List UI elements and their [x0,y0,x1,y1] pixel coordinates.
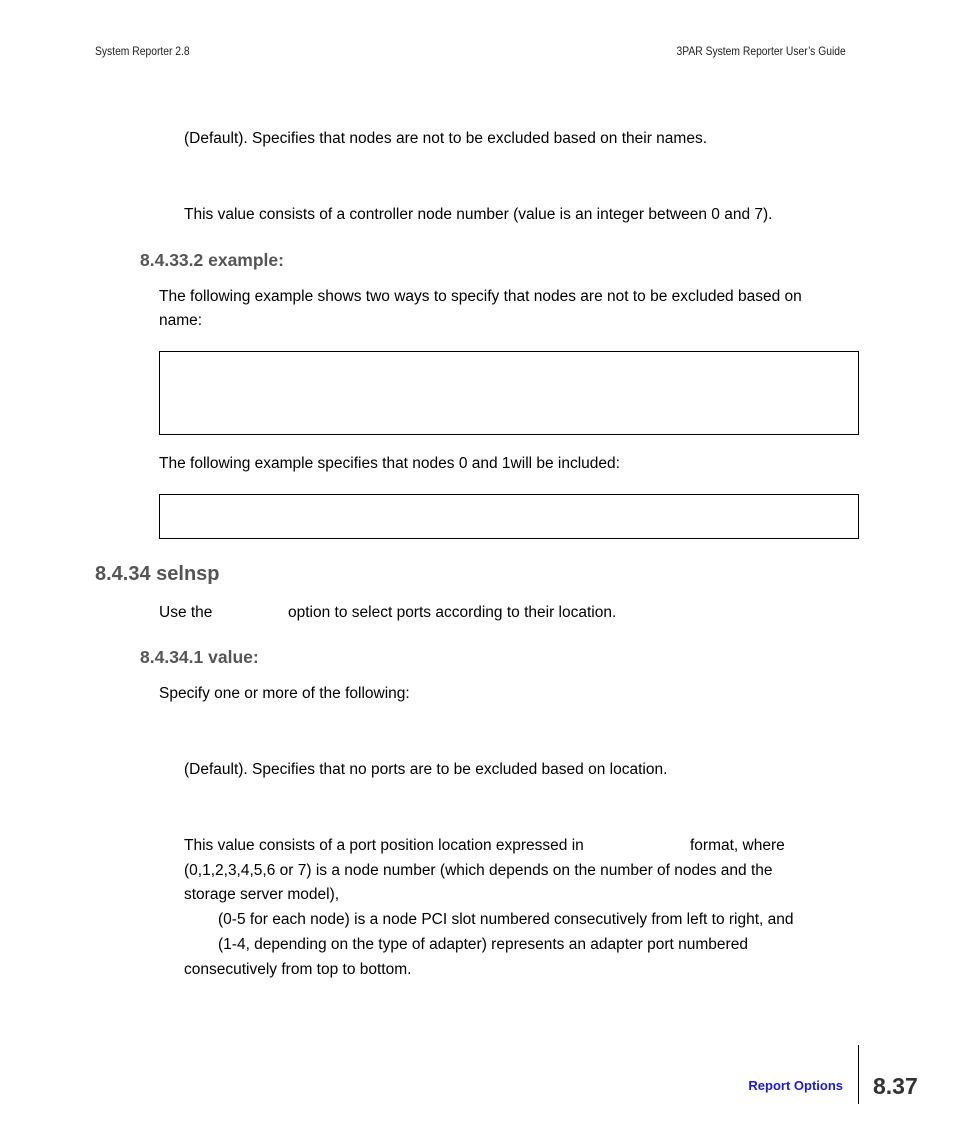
page-number: 8.37 [873,1073,918,1099]
selnsp-value-line-6: consecutively from top to bottom. [184,961,412,978]
selnsp-use-the: Use the [159,604,213,621]
example-code-box-2 [159,494,859,539]
selnsp-heading: 8.4.34 selnsp [95,563,220,585]
selnsp-value-line-2: (0,1,2,3,4,5,6 or 7) is a node number (which depends on the number of nodes and the [184,862,773,879]
example-intro-line-1: The following example shows two ways to specify that nodes are not to be excluded based on [159,288,802,305]
selnsp-value-line-1b: format, where [690,837,785,854]
running-header-left: System Reporter 2.8 [95,44,190,58]
selnsp-specify-text: Specify one or more of the following: [159,685,410,702]
selnsp-use-description: option to select ports according to their location. [288,604,617,621]
running-header-right: 3PAR System Reporter User’s Guide [676,44,846,58]
node-value-description: This value consists of a controller node number (value is an integer between 0 and 7). [184,206,773,223]
footer-section-link[interactable]: Report Options [748,1078,843,1093]
node-default-description: (Default). Specifies that nodes are not to be excluded based on their names. [184,130,708,147]
example-intro-line-2: name: [159,312,203,329]
selnsp-value-line-1a: This value consists of a port position location expressed in [184,837,584,854]
selnsp-default-description: (Default). Specifies that no ports are to be excluded based on location. [184,761,668,778]
example-code-box-1 [159,351,859,435]
selnsp-value-line-4: (0-5 for each node) is a node PCI slot numbered consecutively from left to right, and [218,911,794,928]
example2-intro: The following example specifies that nodes 0 and 1will be included: [159,455,620,472]
example-heading: 8.4.33.2 example: [140,250,284,270]
selnsp-value-line-3: storage server model), [184,886,340,903]
footer-divider [858,1045,859,1104]
selnsp-value-heading: 8.4.34.1 value: [140,647,259,667]
selnsp-value-line-5: (1-4, depending on the type of adapter) represents an adapter port numbered [218,936,748,953]
